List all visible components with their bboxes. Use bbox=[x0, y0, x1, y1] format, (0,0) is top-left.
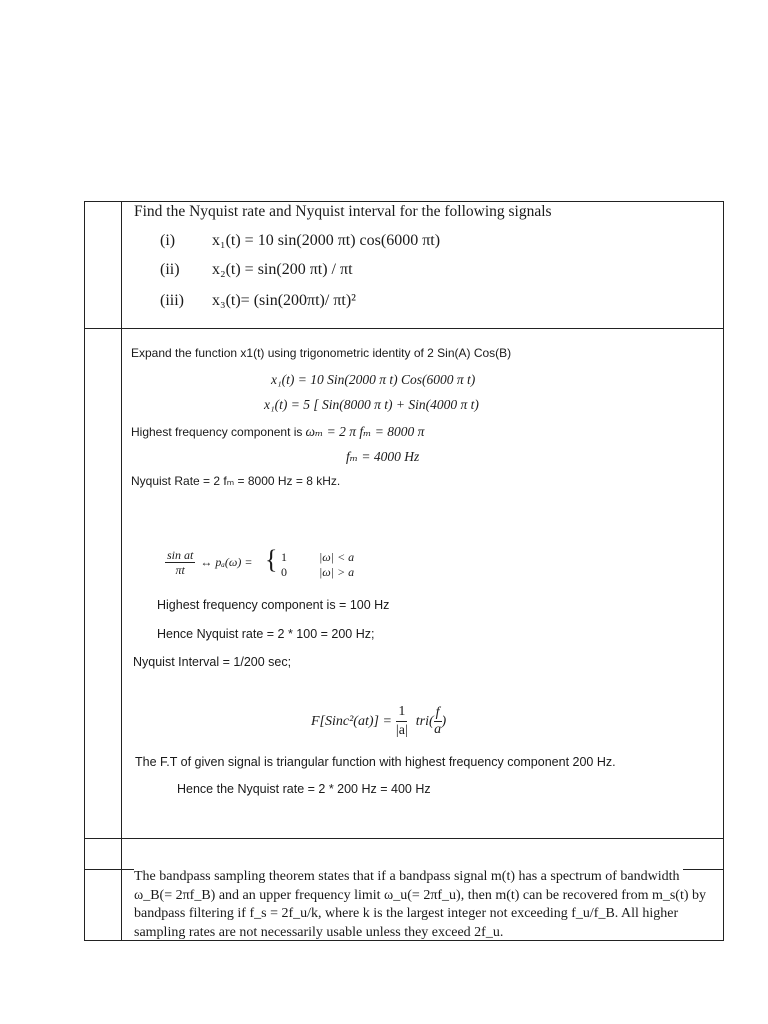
bandpass-theorem bbox=[134, 868, 724, 942]
question-item-label-3: (iii) bbox=[160, 292, 184, 309]
question-item-label-1: (i) bbox=[160, 232, 176, 249]
solution-intro: Expand the function x1(t) using trigonometric identity of 2 Sin(A) Cos(B) bbox=[131, 346, 512, 360]
table-column-divider bbox=[121, 201, 122, 941]
theorem-line-3: bandpass filtering if f_s = 2f_u/k, where k is the largest integer not exceeding f_u/f_B. All higher bbox=[134, 906, 679, 921]
ft-lhs: F[Sinc²(at)] = bbox=[311, 713, 392, 729]
fm-equation: fₘ = 4000 Hz bbox=[346, 449, 420, 464]
highest-frequency-eq: ωₘ = 2 π fₘ = 8000 π bbox=[305, 424, 425, 439]
question-item-expr-2: x₂(t) = sin(200 πt) / πt bbox=[212, 261, 353, 278]
highest-frequency-line bbox=[131, 424, 424, 440]
solution-eq-1: x₁(t) = 10 Sin(2000 π t) Cos(6000 π t) bbox=[271, 372, 476, 387]
ft-close: ) bbox=[441, 713, 447, 729]
ft-tri-denominator: a bbox=[434, 722, 442, 737]
case2-condition: |ω| > a bbox=[319, 565, 355, 579]
part2-nyquist-interval: Nyquist Interval = 1/200 sec; bbox=[133, 655, 292, 669]
theorem-line-4: sampling rates are not necessarily usable unless they exceed 2f_u. bbox=[134, 924, 504, 940]
ft-fraction-numerator: 1 bbox=[396, 703, 407, 722]
transform-pair-numerator: sin at bbox=[167, 548, 194, 562]
row-divider-1 bbox=[84, 328, 724, 329]
nyquist-rate-part1: Nyquist Rate = 2 fₘ = 8000 Hz = 8 kHz. bbox=[131, 474, 341, 488]
part2-nyquist-rate: Hence Nyquist rate = 2 * 100 = 200 Hz; bbox=[157, 627, 375, 641]
theorem-line-2: ω_B(= 2πf_B) and an upper frequency limit ω_u(= 2πf_u), then m(t) can be recovered from m_s(t) by bbox=[134, 887, 707, 903]
case2-value: 0 bbox=[281, 565, 287, 579]
part3-nyquist-rate: Hence the Nyquist rate = 2 * 200 Hz = 400 Hz bbox=[177, 782, 431, 796]
ft-tri: tri( bbox=[415, 713, 434, 729]
ft-tri-numerator: f bbox=[435, 705, 440, 720]
highest-frequency-prefix: Highest frequency component is bbox=[131, 425, 303, 439]
fourier-transform-equation bbox=[311, 703, 446, 740]
part3-description: The F.T of given signal is triangular function with highest frequency component 200 Hz. bbox=[135, 755, 616, 769]
case1-condition: |ω| < a bbox=[319, 550, 355, 564]
part2-highest-frequency: Highest frequency component is = 100 Hz bbox=[157, 598, 390, 612]
solution-eq-2: x₁(t) = 5 [ Sin(8000 π t) + Sin(4000 π t) bbox=[264, 397, 479, 412]
transform-pair bbox=[165, 548, 252, 577]
transform-pair-mid: ↔ pₐ(ω) = bbox=[200, 555, 253, 569]
question-item-label-2: (ii) bbox=[160, 261, 180, 278]
transform-pair-denominator: πt bbox=[175, 563, 185, 577]
question-item-expr-1: x₁(t) = 10 sin(2000 πt) cos(6000 πt) bbox=[212, 232, 441, 249]
question-title: Find the Nyquist rate and Nyquist interval for the following signals bbox=[134, 203, 558, 221]
piecewise-brace: { bbox=[265, 545, 278, 574]
case1-value: 1 bbox=[281, 550, 287, 564]
question-item-expr-3: x₃(t)= (sin(200πt)/ πt)² bbox=[212, 292, 356, 309]
ft-fraction-denominator: |a| bbox=[395, 723, 408, 738]
theorem-line-1: The bandpass sampling theorem states that if a bandpass signal m(t) has a spectrum of bandwidth bbox=[134, 868, 683, 887]
row-divider-2 bbox=[84, 838, 724, 839]
